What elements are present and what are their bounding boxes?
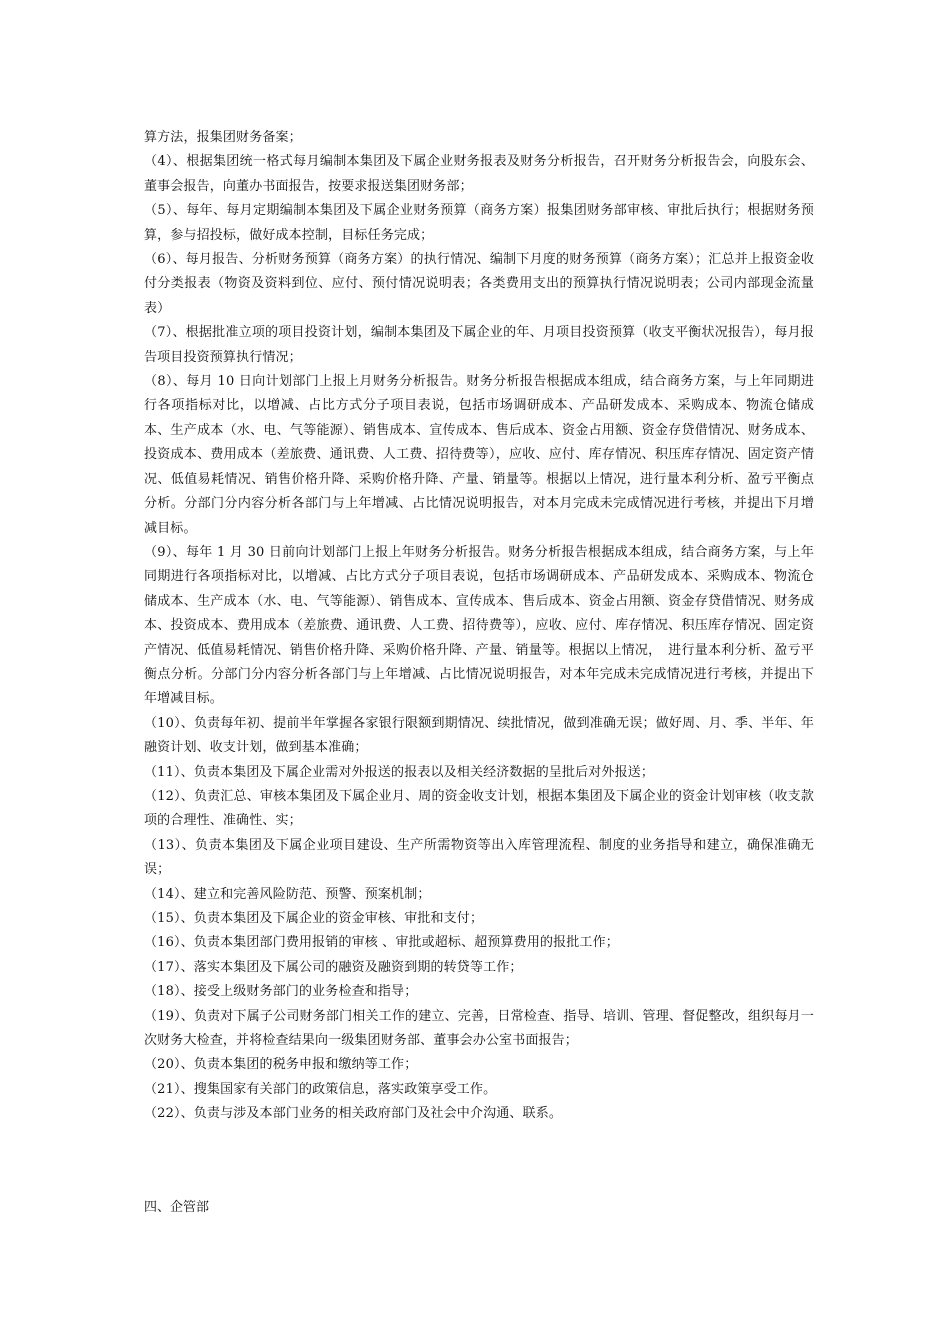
paragraph-item-9: （9）、每年 1 月 30 日前向计划部门上报上年财务分析报告。财务分析报告根据成本组成，结合商务方案，与上年同期进行各项指标对比，以增减、占比方式分子项目表说，包括市场调研成本、产品研发成本、采购成本、物流仓储成本、生产成本（水、电、气等能源）、销售成本、宣传成本、售后成本、资金占用额、资金存贷借情况、财务成本、投资成本、费用成本（差旅费、通讯费、人工费、招待费等），应收、应付、库存情况、积压库存情况、固定资产情况、低值易耗情况、销售价格升降、采购价格升降、产量、销量等。根据以上情况， 进行量本利分析、盈亏平衡点分析。分部门分内容分析各部门与上年增减、占比情况说明报告，对本年完成未完成情况进行考核，并提出下年增减目标。 [144, 544, 814, 707]
paragraph-item-5: （5）、每年、每月定期编制本集团及下属企业财务预算（商务方案）报集团财务部审核、审批后执行；根据财务预算，参与招投标，做好成本控制，目标任务完成； [144, 203, 814, 243]
document-body [144, 126, 814, 1127]
paragraph-continuation: 算方法，报集团财务备案； [144, 130, 302, 145]
paragraph-item-22: （22）、负责与涉及本部门业务的相关政府部门及社会中介沟通、联系。 [144, 1106, 562, 1122]
paragraph-item-6: （6）、每月报告、分析财务预算（商务方案）的执行情况、编制下月度的财务预算（商务方案）；汇总并上报资金收付分类报表（物资及资料到位、应付、预付情况说明表；各类费用支出的预算执行情况说明表；公司内部现金流量表） [144, 252, 814, 316]
paragraph-item-21: （21）、搜集国家有关部门的政策信息，落实政策享受工作。 [144, 1081, 497, 1097]
paragraph-item-7: （7）、根据批准立项的项目投资计划，编制本集团及下属企业的年、月项目投资预算（收支平衡状况报告），每月报告项目投资预算执行情况； [144, 325, 814, 365]
paragraph-item-17: （17）、落实本集团及下属公司的融资及融资到期的转贷等工作； [144, 959, 523, 975]
paragraph-item-10: （10）、负责每年初、提前半年掌握各家银行限额到期情况、续批情况，做到准确无误；做好周、月、季、半年、年融资计划、收支计划，做到基本准确； [144, 715, 814, 756]
paragraph-item-18: （18）、接受上级财务部门的业务检查和指导； [144, 984, 418, 1000]
paragraph-item-14: （14）、建立和完善风险防范、预警、预案机制； [144, 886, 431, 902]
paragraph-item-19: （19）、负责对下属子公司财务部门相关工作的建立、完善，日常检查、指导、培训、管理、督促整改，组织每月一次财务大检查，并将检查结果向一级集团财务部、董事会办公室书面报告； [144, 1008, 814, 1049]
paragraph-item-11: （11）、负责本集团及下属企业需对外报送的报表以及相关经济数据的呈批后对外报送； [144, 764, 655, 780]
paragraph-item-15: （15）、负责本集团及下属企业的资金审核、审批和支付； [144, 911, 484, 926]
section-heading: 四、企管部 [144, 1200, 210, 1215]
paragraph-item-12: （12）、负责汇总、审核本集团及下属企业月、周的资金收支计划，根据本集团及下属企业的资金计划审核（收支款项的合理性、准确性、实； [144, 788, 814, 829]
paragraph-item-13: （13）、负责本集团及下属企业项目建设、生产所需物资等出入库管理流程、制度的业务指导和建立，确保准确无误； [144, 837, 814, 878]
paragraph-item-20: （20）、负责本集团的税务申报和缴纳等工作； [144, 1057, 418, 1073]
paragraph-item-4: （4）、根据集团统一格式每月编制本集团及下属企业财务报表及财务分析报告，召开财务分析报告会，向股东会、董事会报告，向董办书面报告，按要求报送集团财务部； [144, 154, 814, 194]
paragraph-item-16: （16）、负责本集团部门费用报销的审核 、审批或超标、超预算费用的报批工作； [144, 935, 619, 951]
paragraph-item-8: （8）、每月 10 日向计划部门上报上月财务分析报告。财务分析报告根据成本组成，结合商务方案，与上年同期进行各项指标对比，以增减、占比方式分子项目表说，包括市场调研成本、产品研发成本、采购成本、物流仓储成本、生产成本（水、电、气等能源）、销售成本、宣传成本、售后成本、资金占用额、资金存贷借情况、财务成本、投资成本、费用成本（差旅费、通讯费、人工费、招待费等），应收、应付、库存情况、积压库存情况、固定资产情况、低值易耗情况、销售价格升降、采购价格升降、产量、销量等。根据以上情况，进行量本利分析、盈亏平衡点分析。分部门分内容分析各部门与上年增减、占比情况说明报告，对本月完成未完成情况进行考核，并提出下月增减目标。 [144, 374, 814, 536]
